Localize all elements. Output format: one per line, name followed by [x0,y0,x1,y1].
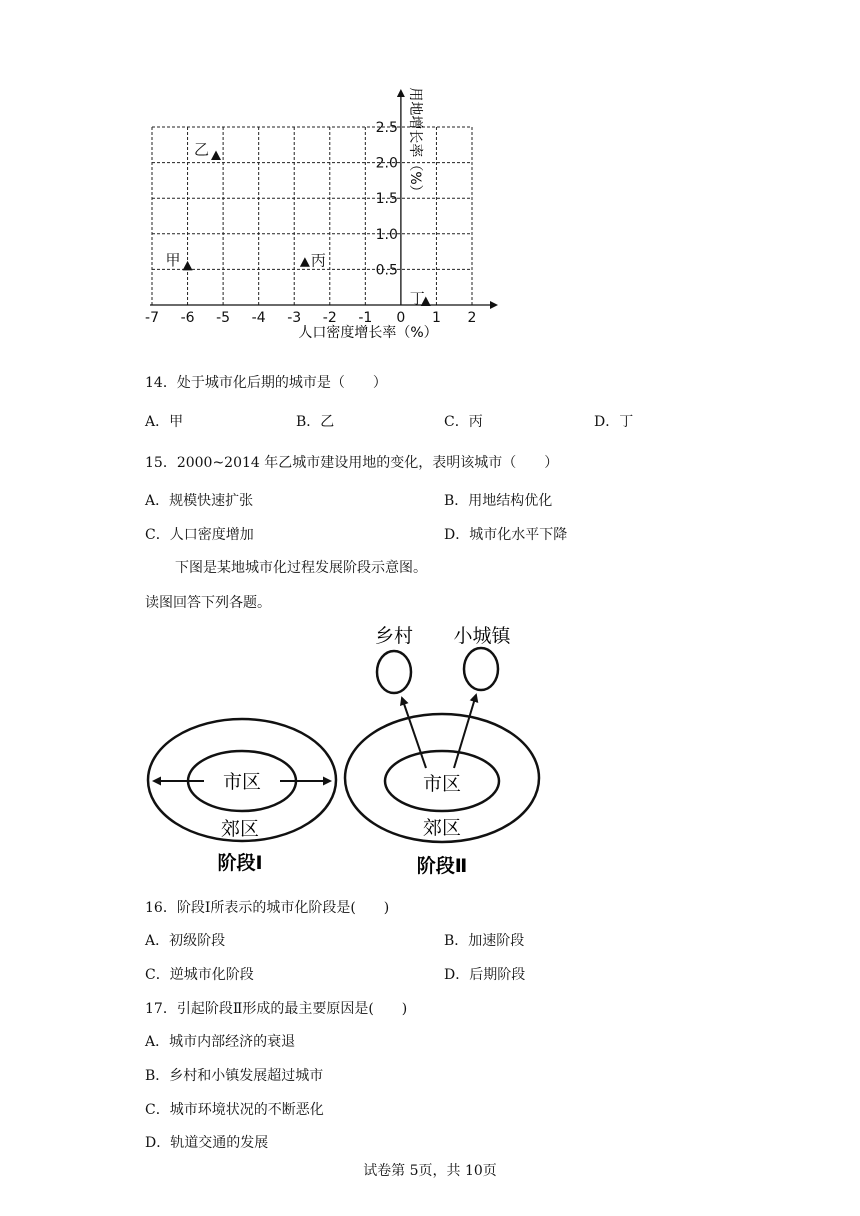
x-tick-label: 2 [467,310,477,326]
x-axis-label: 人口密度增长率（%） [298,325,438,341]
x-tick-labels [145,310,476,326]
x-tick-label: 1 [431,310,441,326]
q17-option-c: C．城市环境状况的不断恶化 [145,1102,324,1118]
y-tick-label: 2.5 [375,120,398,136]
q15-option-c: C．人口密度增加 [145,527,254,543]
q17-option-d: D．轨道交通的发展 [145,1135,269,1151]
y-tick-label: 1.0 [375,226,398,243]
q14-option-a: A．甲 [145,414,184,430]
q16-option-c: C．逆城市化阶段 [145,967,254,983]
y-axis-label: 用地增长率（%） [407,87,423,199]
urbanization-diagram [140,620,560,882]
y-tick-label: 2.0 [375,155,398,172]
q15-option-b: B．用地结构优化 [444,493,553,509]
data-point-label: 乙 [194,140,210,159]
x-tick-label: -7 [145,310,159,326]
rural-circle [377,651,411,693]
x-tick-label: -4 [251,310,266,326]
data-point-marker [211,150,221,160]
q14-option-c: C．丙 [444,414,483,430]
y-tick-labels [376,120,398,278]
x-tick-label: -2 [322,310,337,326]
intro-line-1: 下图是某地城市化过程发展阶段示意图。 [175,560,427,576]
scatter-chart [130,85,510,350]
stage2-urban-label: 市区 [422,773,462,795]
q17-stem: 17．引起阶段Ⅱ形成的最主要原因是( ) [145,1001,408,1017]
data-point-marker [183,261,193,271]
stage1-label: 阶段Ⅰ [217,852,263,874]
data-point-label: 甲 [165,250,181,269]
q15-stem: 15．2000~2014 年乙城市建设用地的变化，表明该城市（ ） [145,455,559,471]
x-tick-label: -5 [216,310,231,326]
stage1-urban-label: 市区 [222,771,262,793]
x-tick-label: -1 [358,310,373,326]
data-point-marker [300,257,310,267]
q14-option-b: B．乙 [296,414,335,430]
q15-option-a: A．规模快速扩张 [145,493,254,509]
q16-option-d: D．后期阶段 [444,967,526,983]
y-tick-label: 1.5 [375,191,398,208]
x-tick-label: -6 [180,310,195,326]
y-tick-label: 0.5 [375,262,398,279]
data-point-label: 丙 [310,251,326,270]
q17-option-b: B．乡村和小镇发展超过城市 [145,1068,324,1084]
rural-label: 乡村 [374,625,414,647]
q14-stem: 14．处于城市化后期的城市是（ ） [145,375,387,391]
q16-stem: 16．阶段Ⅰ所表示的城市化阶段是( ) [145,900,390,916]
stage1-suburb-label: 郊区 [220,818,260,840]
intro-line-2: 读图回答下列各题。 [145,595,271,611]
arrow-to-town [454,695,476,768]
page-footer: 试卷第 5页，共 10页 [363,1163,497,1179]
q17-option-a: A．城市内部经济的衰退 [145,1034,296,1050]
data-point-label: 丁 [409,289,425,308]
q16-option-b: B．加速阶段 [444,933,525,949]
town-circle [464,648,498,690]
stage2-label: 阶段Ⅱ [416,855,468,877]
x-tick-label: -3 [287,310,302,326]
q16-option-a: A．初级阶段 [145,933,226,949]
stage2-suburb-label: 郊区 [422,817,462,839]
x-tick-label: 0 [396,310,406,326]
q14-option-d: D．丁 [594,414,634,430]
q15-option-d: D．城市化水平下降 [444,527,568,543]
town-label: 小城镇 [453,625,511,647]
